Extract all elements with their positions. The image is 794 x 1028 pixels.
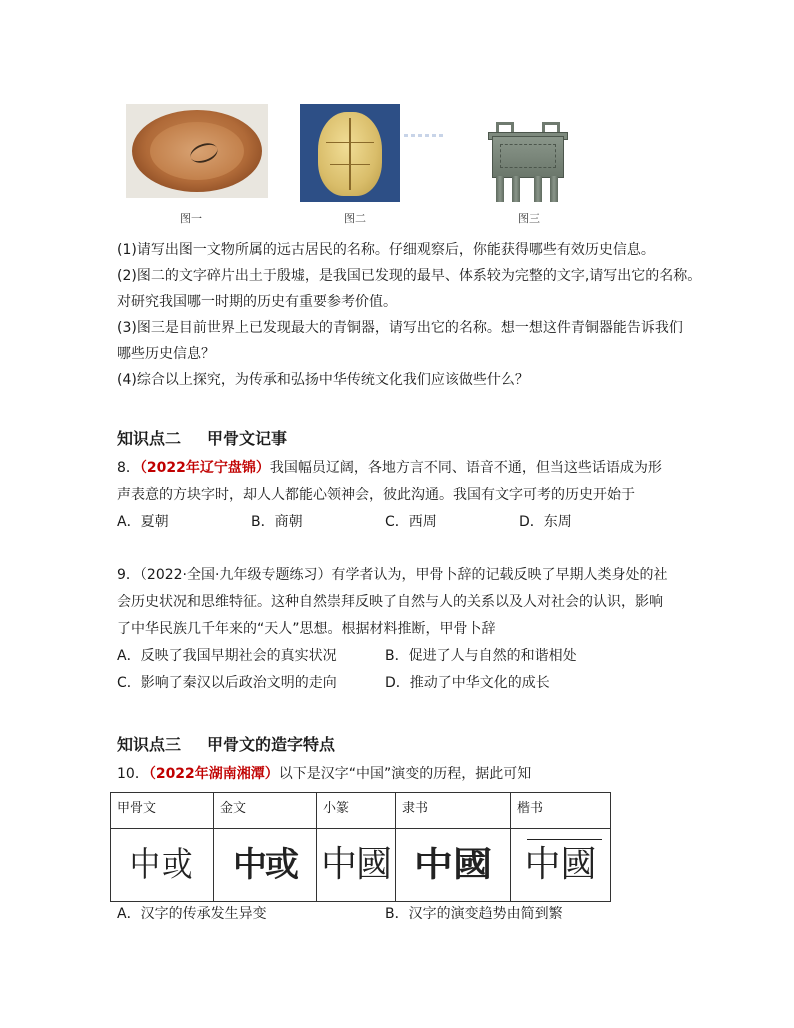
section-heading-3: [117, 732, 335, 755]
question-8-stem-cont: 声表意的方块字时，却人人都能心领神会，彼此沟通。我国有文字可考的历史开始于: [117, 487, 635, 503]
option-b[interactable]: B．促进了人与自然的和谐相处: [385, 648, 577, 664]
glyph-image: 中國: [413, 845, 493, 885]
option-b[interactable]: B．商朝: [251, 514, 303, 530]
figure-1-pottery-bowl: [126, 104, 268, 198]
bowl-shape: [132, 110, 262, 192]
ding-leg: [534, 176, 542, 202]
question-source: （2022·全国·九年级专题练习）: [139, 567, 332, 583]
glyph-image: 中或: [129, 845, 195, 885]
header-bronze-script: 金文: [214, 793, 317, 829]
shell-fragment: [318, 112, 382, 196]
question-7-part-4: (4)综合以上探究，为传承和弘扬中华传统文化我们应该做些什么？: [117, 372, 529, 388]
glyph-clerical-script: [396, 829, 511, 902]
figure-1-caption: 图一: [180, 212, 202, 225]
question-7-part-3: (3)图三是目前世界上已发现最大的青铜器，请写出它的名称。想一想这件青铜器能告诉我们: [117, 320, 683, 336]
figure-3-caption: 图三: [518, 212, 540, 225]
question-number: 8．: [117, 460, 140, 476]
question-7-part-2: (2)图二的文字碎片出土于殷墟，是我国已发现的最早、体系较为完整的文字,请写出它的名称。: [117, 268, 702, 284]
figure-3-bronze-ding: [486, 122, 568, 204]
option-d[interactable]: D．推动了中华文化的成长: [385, 675, 550, 691]
section-title: 甲骨文的造字特点: [207, 735, 336, 754]
question-9-stem: [117, 565, 667, 585]
table-header-row: [111, 793, 611, 829]
option-a[interactable]: A．汉字的传承发生异变: [117, 906, 267, 922]
option-a[interactable]: A．反映了我国早期社会的真实状况: [117, 648, 337, 664]
question-10-stem: [117, 764, 531, 784]
ding-leg: [550, 176, 558, 202]
figure-2-oracle-bone: [300, 104, 400, 202]
header-clerical-script: 隶书: [396, 793, 511, 829]
question-source: （2022年辽宁盘锦）: [139, 460, 270, 476]
question-9-stem-cont-2: 了中华民族几千年来的“天人”思想。根据材料推断，甲骨卜辞: [117, 621, 496, 637]
fish-pattern: [188, 140, 220, 166]
glyph-regular-script: [511, 829, 611, 902]
section-title: 甲骨文记事: [207, 429, 288, 448]
glyph-image: 中或: [233, 845, 297, 885]
question-text: 以下是汉字“中国”演变的历程，据此可知: [278, 766, 532, 782]
figure-2-caption: 图二: [344, 212, 366, 225]
question-number: 9．: [117, 567, 140, 583]
section-heading-2: [117, 426, 287, 449]
question-7-part-2-cont: 对研究我国哪一时期的历史有重要参考价值。: [117, 294, 397, 310]
glyph-oracle-script: [111, 829, 214, 902]
option-c[interactable]: C．影响了秦汉以后政治文明的走向: [117, 675, 337, 691]
question-8-stem: [117, 458, 662, 478]
glyph-image: 中國: [320, 844, 391, 885]
ding-leg: [496, 176, 504, 202]
section-label: 知识点二: [117, 429, 182, 448]
option-a[interactable]: A．夏朝: [117, 514, 169, 530]
ding-leg: [512, 176, 520, 202]
glyph-bronze-script: [214, 829, 317, 902]
header-regular-script: 楷书: [511, 793, 611, 829]
section-label: 知识点三: [117, 735, 182, 754]
decorative-line: [527, 839, 602, 840]
question-9-stem-cont: 会历史状况和思维特征。这种自然崇拜反映了自然与人的关系以及人对社会的认识，影响: [117, 594, 663, 610]
table-glyph-row: [111, 829, 611, 902]
decorative-marks: [404, 122, 460, 130]
ding-pattern: [500, 144, 556, 168]
question-text: 有学者认为，甲骨卜辞的记载反映了早期人类身处的社: [331, 567, 668, 583]
header-oracle-script: 甲骨文: [111, 793, 214, 829]
option-c[interactable]: C．西周: [385, 514, 437, 530]
question-7-part-3-cont: 哪些历史信息？: [117, 346, 215, 362]
glyph-image: 中國: [524, 844, 597, 885]
character-evolution-table: [110, 792, 611, 902]
question-7-part-1: (1)请写出图一文物所属的远古居民的名称。仔细观察后，你能获得哪些有效历史信息。: [117, 242, 655, 258]
header-small-seal: 小篆: [317, 793, 396, 829]
question-source: （2022年湖南湘潭）: [148, 766, 279, 782]
bowl-inner: [150, 122, 244, 180]
glyph-small-seal: [317, 829, 396, 902]
question-text: 我国幅员辽阔，各地方言不同、语音不通，但当这些话语成为形: [269, 460, 662, 476]
question-number: 10．: [117, 766, 149, 782]
option-d[interactable]: D．东周: [519, 514, 572, 530]
option-b[interactable]: B．汉字的演变趋势由简到繁: [385, 906, 563, 922]
